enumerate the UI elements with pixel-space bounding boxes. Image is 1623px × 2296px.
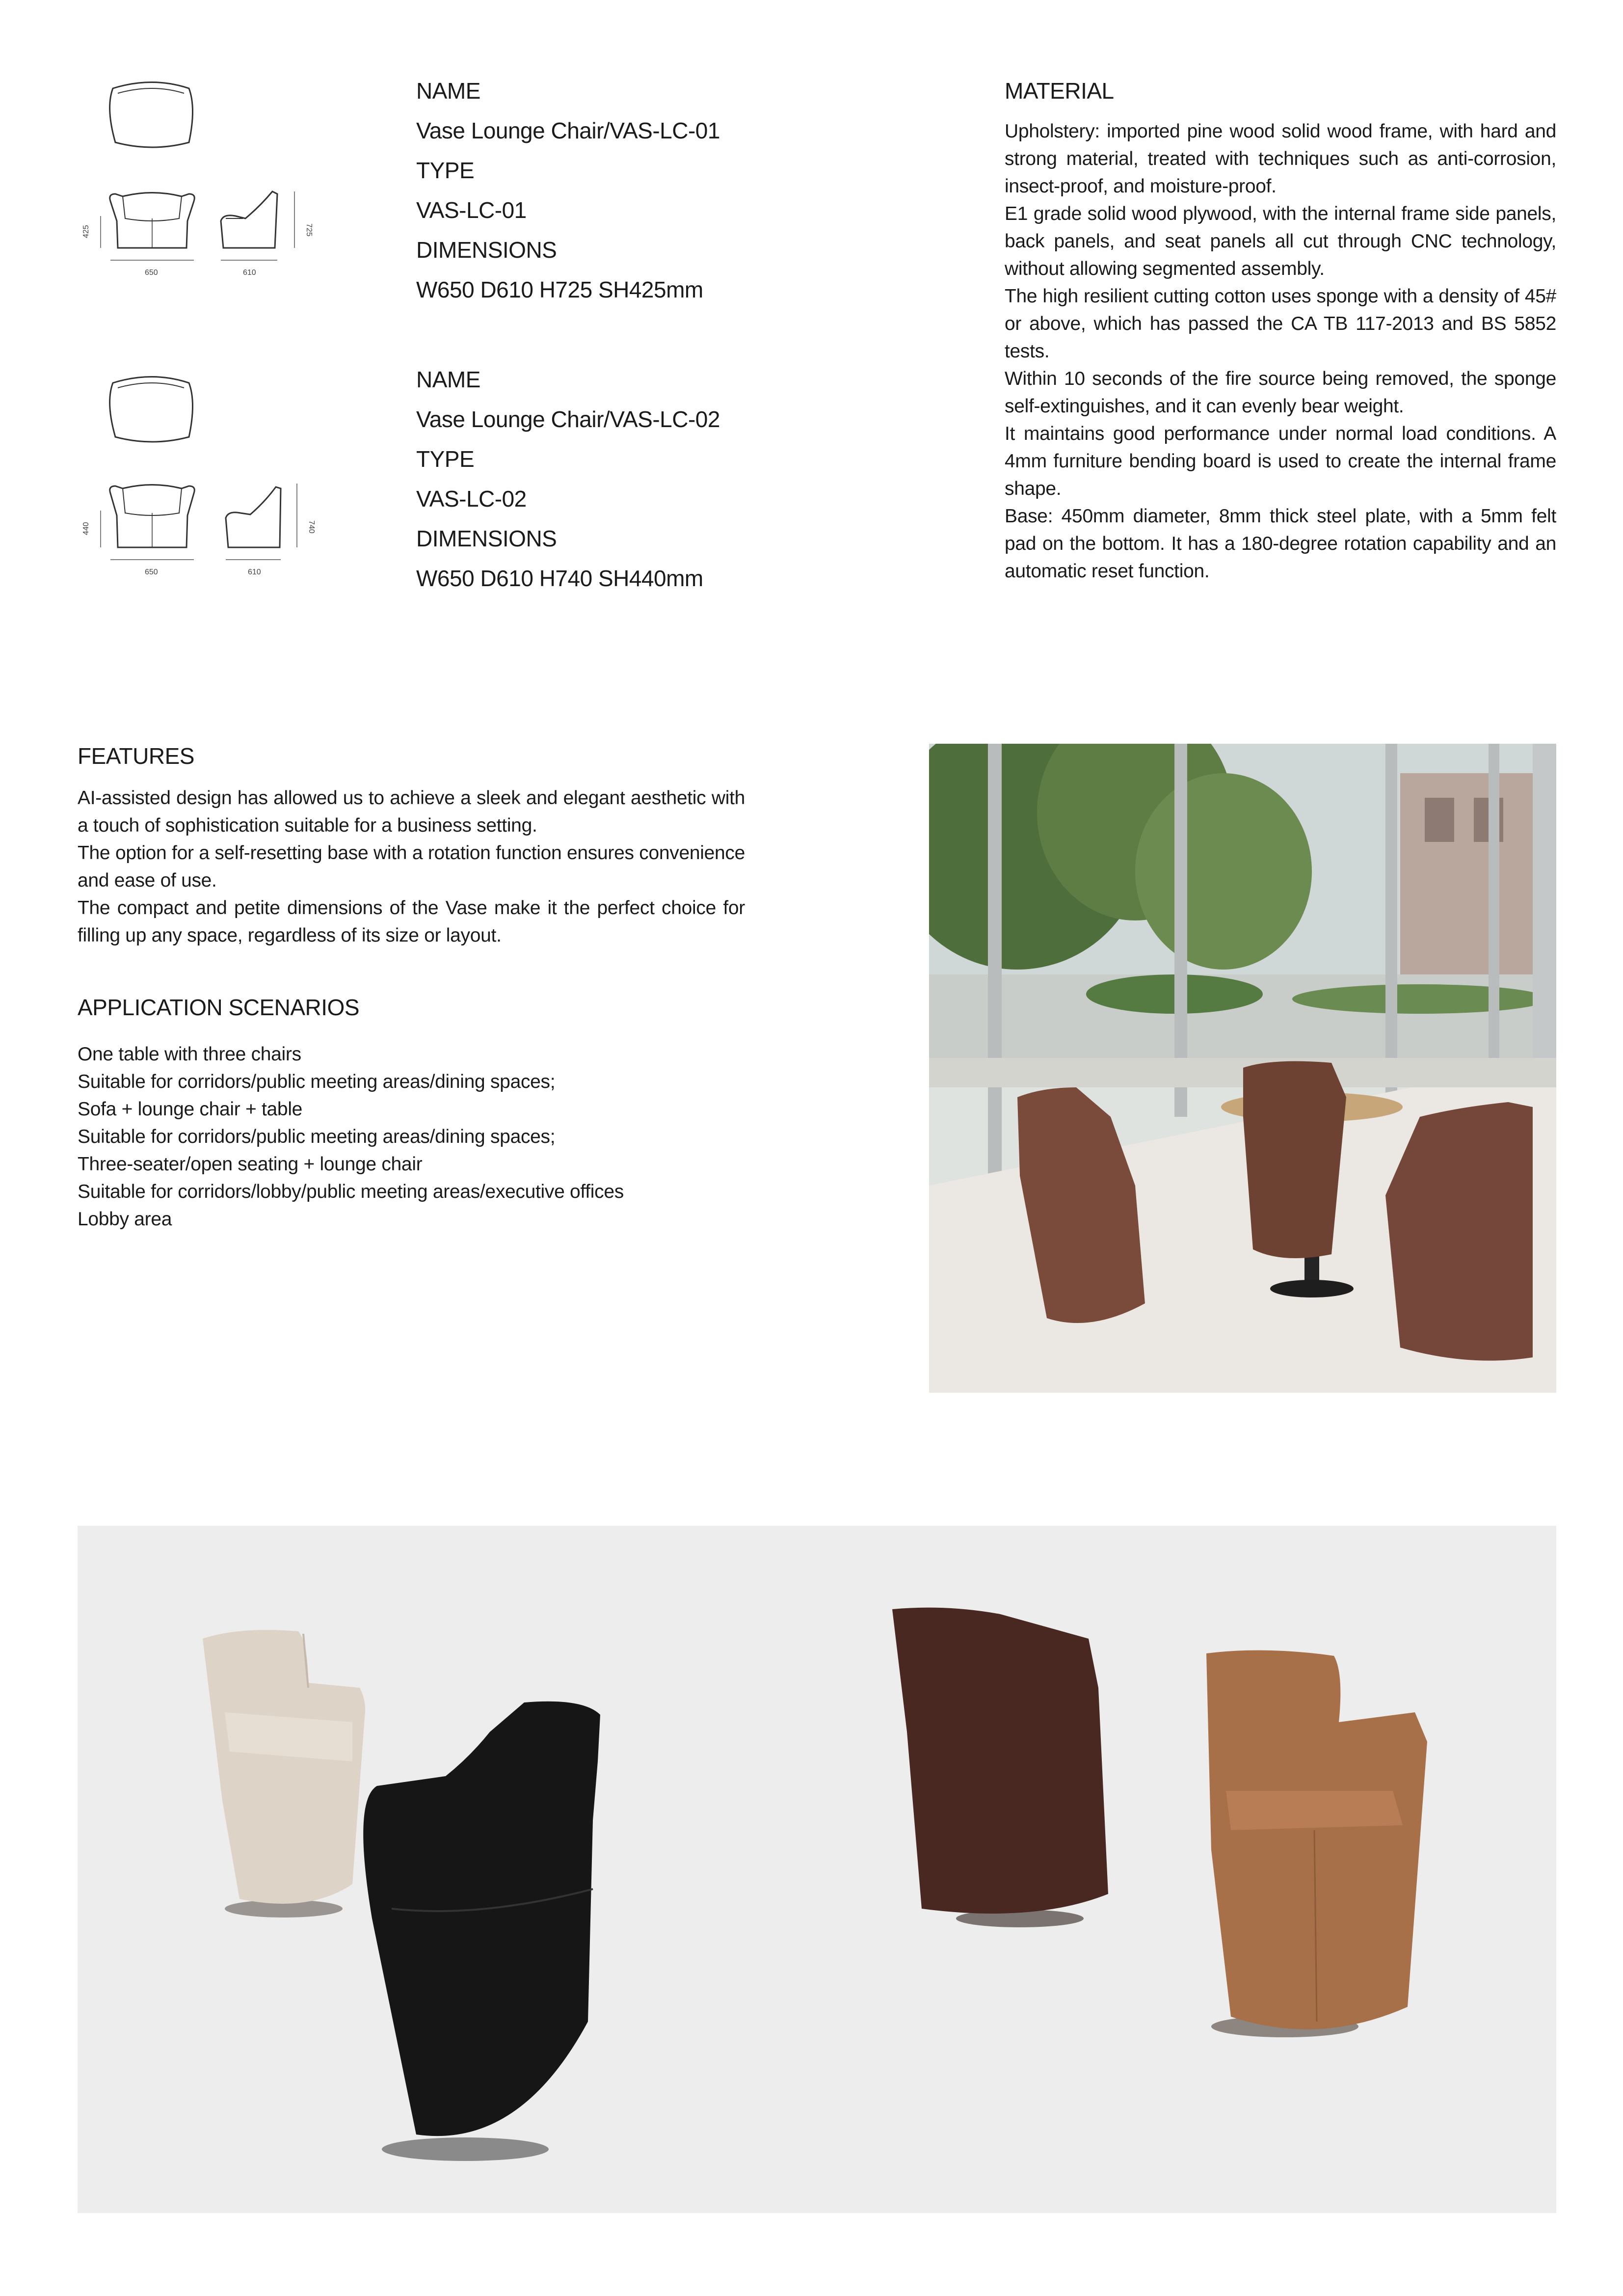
product-dimensions: W650 D610 H740 SH440mm bbox=[416, 566, 703, 591]
dim-depth-02: 610 bbox=[248, 568, 261, 576]
dim-width-02: 650 bbox=[145, 568, 158, 576]
dim-height-01: 725 bbox=[305, 223, 313, 237]
name-label: NAME bbox=[416, 367, 480, 392]
product-spec-02 bbox=[416, 360, 819, 598]
features-paragraph: The option for a self-resetting base with a rotation function ensures convenience and ease of use. bbox=[78, 842, 745, 891]
type-label: TYPE bbox=[416, 446, 475, 472]
type-label: TYPE bbox=[416, 158, 475, 183]
application-line: Suitable for corridors/public meeting areas/dining spaces; bbox=[78, 1126, 556, 1147]
product-type: VAS-LC-02 bbox=[416, 486, 527, 512]
material-text bbox=[1005, 118, 1556, 585]
material-heading: MATERIAL bbox=[1005, 78, 1114, 104]
application-line: Suitable for corridors/lobby/public meeting areas/executive offices bbox=[78, 1181, 624, 1202]
product-type: VAS-LC-01 bbox=[416, 197, 527, 223]
dim-height-02: 740 bbox=[307, 520, 316, 534]
application-list bbox=[78, 1041, 745, 1233]
product-spec-01 bbox=[416, 71, 819, 310]
material-paragraph: It maintains good performance under normal load conditions. A 4mm furniture bending board is used to create the internal frame shape. bbox=[1005, 423, 1556, 499]
product-name: Vase Lounge Chair/VAS-LC-01 bbox=[416, 118, 720, 143]
chair-drawing-01 bbox=[79, 79, 334, 324]
dim-seat-height-01: 425 bbox=[82, 225, 90, 238]
application-line: Lobby area bbox=[78, 1209, 172, 1230]
application-line: Three-seater/open seating + lounge chair bbox=[78, 1154, 423, 1175]
features-text bbox=[78, 784, 745, 949]
features-paragraph: The compact and petite dimensions of the Vase make it the perfect choice for filling up any space, regardless of its size or layout. bbox=[78, 897, 745, 946]
name-label: NAME bbox=[416, 78, 480, 104]
studio-photo bbox=[78, 1526, 1556, 2213]
product-dimensions: W650 D610 H725 SH425mm bbox=[416, 277, 703, 302]
material-paragraph: Base: 450mm diameter, 8mm thick steel plate, with a 5mm felt pad on the bottom. It has a 180-degree rotation capability and an automatic reset function. bbox=[1005, 506, 1556, 582]
material-paragraph: Upholstery: imported pine wood solid wood frame, with hard and strong material, treated with techniques such as anti-corrosion, insect-proof, and moisture-proof. bbox=[1005, 121, 1556, 197]
material-paragraph: Within 10 seconds of the fire source being removed, the sponge self-extinguishes, and it can evenly bear weight. bbox=[1005, 368, 1556, 417]
application-line: One table with three chairs bbox=[78, 1044, 301, 1065]
features-paragraph: AI-assisted design has allowed us to achieve a sleek and elegant aesthetic with a touch of sophistication suitable for a business setting. bbox=[78, 787, 745, 836]
product-name: Vase Lounge Chair/VAS-LC-02 bbox=[416, 406, 720, 432]
application-line: Suitable for corridors/public meeting areas/dining spaces; bbox=[78, 1071, 556, 1092]
dim-depth-01: 610 bbox=[243, 269, 256, 277]
application-heading: APPLICATION SCENARIOS bbox=[78, 995, 360, 1020]
chair-drawing-02 bbox=[79, 373, 334, 619]
features-heading: FEATURES bbox=[78, 743, 194, 769]
dimensions-label: DIMENSIONS bbox=[416, 237, 557, 263]
dimensions-label: DIMENSIONS bbox=[416, 526, 557, 551]
interior-photo bbox=[929, 744, 1556, 1393]
material-paragraph: The high resilient cutting cotton uses sponge with a density of 45# or above, which has passed the CA TB 117-2013 and BS 5852 tests. bbox=[1005, 286, 1556, 362]
dim-seat-height-02: 440 bbox=[82, 522, 90, 535]
material-paragraph: E1 grade solid wood plywood, with the internal frame side panels, back panels, and seat panels all cut through CNC technology, without allowing segmented assembly. bbox=[1005, 203, 1556, 279]
application-line: Sofa + lounge chair + table bbox=[78, 1099, 303, 1120]
interior-scene bbox=[929, 744, 1556, 1393]
dim-width-01: 650 bbox=[145, 269, 158, 277]
studio-scene bbox=[78, 1526, 1556, 2213]
